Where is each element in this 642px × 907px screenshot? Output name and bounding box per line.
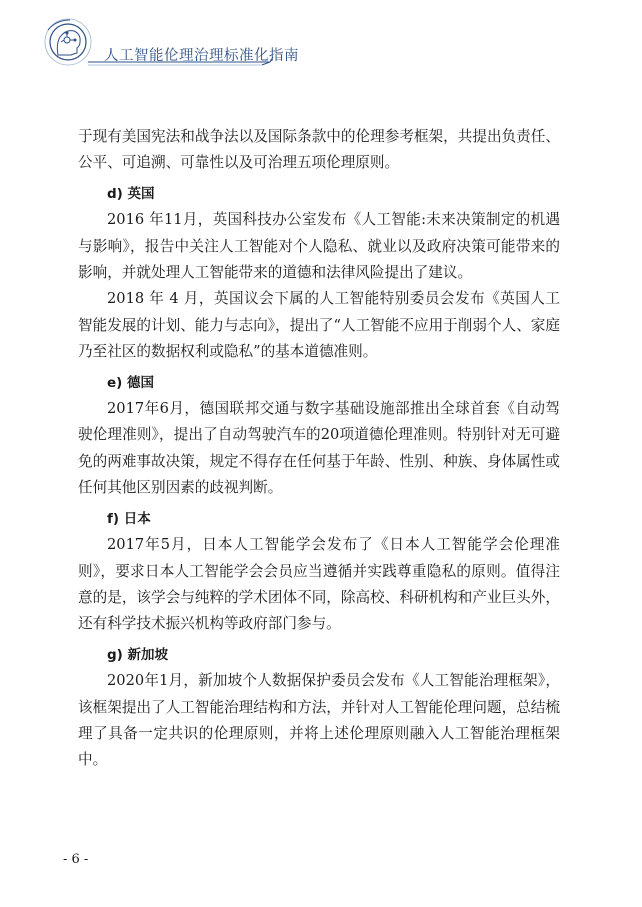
germany-paragraph-1: 2017年6月，德国联邦交通与数字基础设施部推出全球首套《自动驾驶伦理准则》，提出了自动驾驶汽车的20项道德伦理准则。特别针对无可避免的两难事故决策，规定不得存在任何基于年龄、性别、种族、身体属性或任何其他区别因素的歧视判断。 <box>78 400 560 497</box>
japan-paragraph-1: 2017年5月，日本人工智能学会发布了《日本人工智能学会伦理准则》，要求日本人工智能学会会员应当遵循并实践尊重隐私的原则。值得注意的是，该学会与纯粹的学术团体不同，除高校、科研机构和产业巨头外，还有科学技术振兴机构等政府部门参与。 <box>78 536 560 633</box>
uk-paragraph-2: 2018 年 4 月，英国议会下属的人工智能特别委员会发布《英国人工智能发展的计划、能力与志向》，提出了“人工智能不应用于削弱个人、家庭乃至社区的数据权利或隐私”的基本道德准则。 <box>78 290 560 361</box>
intro-paragraph: 于现有美国宪法和战争法以及国际条款中的伦理参考框架，共提出负责任、公平、可追溯、可靠性以及可治理五项伦理原则。 <box>78 128 560 172</box>
uk-paragraph-1: 2016 年11月，英国科技办公室发布《人工智能:未来决策制定的机遇与影响》，报告中关注人工智能对个人隐私、就业以及政府决策可能带来的影响，并就处理人工智能带来的道德和法律风险提出了建议。 <box>78 211 560 282</box>
page-header <box>0 0 642 80</box>
section-heading-uk: d) 英国 <box>107 185 155 202</box>
page-body <box>78 124 560 774</box>
page-number: - 6 - <box>63 852 89 867</box>
section-heading-singapore: g) 新加坡 <box>107 646 169 663</box>
singapore-paragraph-1: 2020年1月，新加坡个人数据保护委员会发布《人工智能治理框架》，该框架提出了人工智能治理结构和方法，并针对人工智能伦理问题，总结梳理了具备一定共识的伦理原则，并将上述伦理原则融入人工智能治理框架中。 <box>78 672 560 769</box>
section-heading-japan: f) 日本 <box>107 510 151 527</box>
header-decoration <box>0 0 642 80</box>
section-heading-germany: e) 德国 <box>107 374 155 391</box>
header-title: 人工智能伦理治理标准化指南 <box>104 48 299 64</box>
head-circuit-icon <box>57 31 80 55</box>
